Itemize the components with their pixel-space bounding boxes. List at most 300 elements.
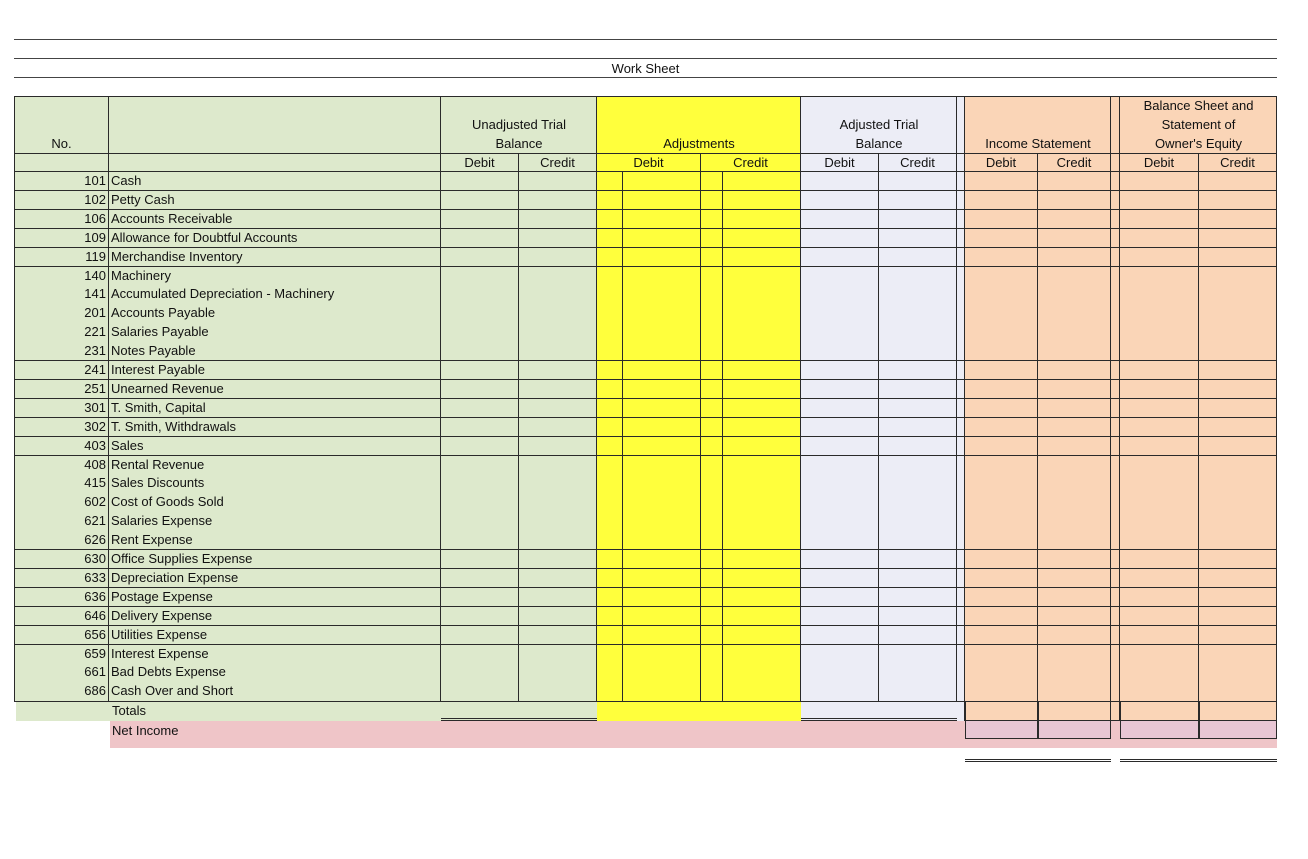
worksheet-cell — [879, 304, 957, 323]
worksheet-cell — [701, 229, 723, 248]
worksheet-cell — [441, 172, 519, 191]
worksheet-cell — [957, 531, 965, 550]
worksheet-cell — [623, 531, 701, 550]
worksheet-cell — [1038, 172, 1111, 191]
worksheet-cell — [957, 682, 965, 701]
worksheet-cell — [801, 588, 879, 607]
worksheet-cell — [701, 418, 723, 437]
worksheet-cell — [1120, 191, 1199, 210]
worksheet-cell — [801, 626, 879, 645]
account-number: 633 — [14, 569, 109, 588]
worksheet-cell — [623, 512, 701, 531]
worksheet-cell — [957, 191, 965, 210]
worksheet-cell — [1199, 493, 1277, 512]
worksheet-cell — [1038, 474, 1111, 493]
worksheet-cell — [1199, 380, 1277, 399]
worksheet-cell — [597, 304, 623, 323]
worksheet-cell — [1038, 285, 1111, 304]
worksheet-cell — [1111, 323, 1120, 342]
worksheet-cell — [1199, 210, 1277, 229]
worksheet-cell — [441, 663, 519, 682]
account-number: 231 — [14, 342, 109, 361]
worksheet-cell — [723, 474, 801, 493]
balance-debit-net-income — [1120, 721, 1199, 739]
worksheet-cell — [1120, 437, 1199, 456]
worksheet-cell — [1199, 437, 1277, 456]
balance-credit-total — [1199, 702, 1277, 721]
worksheet-cell — [1199, 663, 1277, 682]
net-income-label: Net Income — [112, 722, 179, 738]
worksheet-cell — [957, 550, 965, 569]
worksheet-cell — [1111, 569, 1120, 588]
balance-credit-header: Credit — [1199, 154, 1277, 172]
worksheet-cell — [623, 569, 701, 588]
account-number: 659 — [14, 645, 109, 664]
worksheet-cell — [441, 607, 519, 626]
worksheet-cell — [1199, 607, 1277, 626]
top-rule-3 — [14, 77, 1277, 78]
worksheet-cell — [965, 456, 1038, 475]
totals-unadjusted — [441, 702, 597, 721]
worksheet-cell — [519, 550, 597, 569]
totals-gap-1 — [957, 702, 965, 721]
worksheet-cell — [879, 569, 957, 588]
worksheet-cell — [701, 531, 723, 550]
worksheet-cell — [965, 569, 1038, 588]
worksheet-cell — [623, 607, 701, 626]
worksheet-cell — [957, 418, 965, 437]
worksheet-cell — [1038, 229, 1111, 248]
worksheet-cell — [965, 512, 1038, 531]
worksheet-cell — [801, 418, 879, 437]
worksheet-cell — [801, 342, 879, 361]
worksheet-cell — [597, 267, 623, 286]
worksheet-cell — [701, 626, 723, 645]
worksheet-cell — [441, 645, 519, 664]
worksheet-cell — [1111, 172, 1120, 191]
worksheet-cell — [701, 361, 723, 380]
worksheet-cell — [441, 285, 519, 304]
income-debit-header: Debit — [965, 154, 1038, 172]
worksheet-cell — [1111, 342, 1120, 361]
worksheet-cell — [1111, 380, 1120, 399]
adjusted-header-line-2: Balance — [855, 136, 903, 151]
worksheet-cell — [723, 399, 801, 418]
worksheet-cell — [623, 285, 701, 304]
worksheet-cell — [623, 342, 701, 361]
worksheet-cell — [1111, 682, 1120, 701]
account-number: 241 — [14, 361, 109, 380]
worksheet-cell — [623, 380, 701, 399]
worksheet-cell — [519, 437, 597, 456]
top-rule-2 — [14, 58, 1277, 59]
account-name: Machinery — [109, 267, 441, 286]
worksheet-cell — [801, 569, 879, 588]
worksheet-cell — [1120, 304, 1199, 323]
worksheet-cell — [957, 323, 965, 342]
worksheet-cell — [1111, 248, 1120, 267]
worksheet-cell — [597, 569, 623, 588]
worksheet-cell — [623, 210, 701, 229]
worksheet-cell — [957, 626, 965, 645]
account-number: 408 — [14, 456, 109, 475]
worksheet-cell — [441, 588, 519, 607]
worksheet-cell — [441, 456, 519, 475]
account-name: Bad Debts Expense — [109, 663, 441, 682]
worksheet-cell — [441, 380, 519, 399]
worksheet-cell — [723, 267, 801, 286]
worksheet-cell — [623, 304, 701, 323]
worksheet-cell — [597, 361, 623, 380]
worksheet-cell — [965, 267, 1038, 286]
worksheet-cell — [957, 474, 965, 493]
worksheet-cell — [801, 607, 879, 626]
worksheet-cell — [519, 569, 597, 588]
worksheet-cell — [879, 210, 957, 229]
account-name: Utilities Expense — [109, 626, 441, 645]
worksheet-cell — [1038, 191, 1111, 210]
worksheet-cell — [1120, 172, 1199, 191]
worksheet-cell — [597, 550, 623, 569]
worksheet-cell — [623, 323, 701, 342]
worksheet-cell — [801, 191, 879, 210]
worksheet-cell — [1199, 267, 1277, 286]
worksheet-cell — [1120, 512, 1199, 531]
worksheet-cell — [1111, 588, 1120, 607]
worksheet-cell — [1120, 456, 1199, 475]
worksheet-cell — [623, 588, 701, 607]
account-name: Unearned Revenue — [109, 380, 441, 399]
worksheet-cell — [441, 531, 519, 550]
worksheet-cell — [957, 380, 965, 399]
worksheet-cell — [623, 663, 701, 682]
worksheet-cell — [519, 267, 597, 286]
worksheet-cell — [623, 229, 701, 248]
worksheet-cell — [1111, 626, 1120, 645]
worksheet-cell — [723, 607, 801, 626]
worksheet-cell — [441, 399, 519, 418]
adjustments-header-line-1: Adjustments — [663, 136, 735, 151]
worksheet-cell — [1199, 512, 1277, 531]
balance-final-rule — [1120, 759, 1277, 762]
worksheet-cell — [597, 588, 623, 607]
account-number: 630 — [14, 550, 109, 569]
worksheet-cell — [723, 626, 801, 645]
account-number: 621 — [14, 512, 109, 531]
worksheet-cell — [1120, 229, 1199, 248]
worksheet-cell — [597, 607, 623, 626]
worksheet-cell — [597, 191, 623, 210]
worksheet-cell — [597, 456, 623, 475]
worksheet-cell — [879, 342, 957, 361]
worksheet-cell — [1038, 342, 1111, 361]
worksheet-cell — [623, 172, 701, 191]
worksheet-cell — [441, 342, 519, 361]
worksheet-cell — [1120, 380, 1199, 399]
worksheet-cell — [623, 361, 701, 380]
worksheet-cell — [801, 248, 879, 267]
worksheet-cell — [1111, 512, 1120, 531]
worksheet-cell — [965, 285, 1038, 304]
account-name: T. Smith, Withdrawals — [109, 418, 441, 437]
worksheet-cell — [1120, 663, 1199, 682]
worksheet-cell — [701, 550, 723, 569]
worksheet-cell — [879, 380, 957, 399]
income-credit-header: Credit — [1038, 154, 1111, 172]
worksheet-cell — [1111, 645, 1120, 664]
worksheet-cell — [965, 248, 1038, 267]
worksheet-cell — [701, 607, 723, 626]
worksheet-cell — [597, 437, 623, 456]
worksheet-cell — [1199, 172, 1277, 191]
worksheet-cell — [1111, 229, 1120, 248]
worksheet-cell — [519, 399, 597, 418]
worksheet-cell — [965, 645, 1038, 664]
worksheet-cell — [723, 210, 801, 229]
worksheet-cell — [801, 361, 879, 380]
worksheet-cell — [957, 607, 965, 626]
worksheet-cell — [801, 437, 879, 456]
worksheet-cell — [801, 474, 879, 493]
worksheet-cell — [879, 531, 957, 550]
worksheet-cell — [597, 626, 623, 645]
worksheet-cell — [1120, 645, 1199, 664]
worksheet-cell — [801, 645, 879, 664]
worksheet-cell — [1199, 229, 1277, 248]
worksheet-cell — [957, 588, 965, 607]
worksheet-cell — [1199, 191, 1277, 210]
account-number: 302 — [14, 418, 109, 437]
worksheet-cell — [965, 588, 1038, 607]
worksheet-cell — [723, 380, 801, 399]
worksheet-cell — [723, 682, 801, 701]
worksheet-cell — [597, 531, 623, 550]
worksheet-cell — [879, 323, 957, 342]
worksheet-cell — [801, 550, 879, 569]
account-name: Merchandise Inventory — [109, 248, 441, 267]
worksheet-cell — [723, 172, 801, 191]
worksheet-cell — [597, 229, 623, 248]
account-name: Office Supplies Expense — [109, 550, 441, 569]
worksheet-cell — [623, 437, 701, 456]
worksheet-cell — [1199, 456, 1277, 475]
worksheet-cell — [1199, 361, 1277, 380]
worksheet-cell — [623, 456, 701, 475]
worksheet-cell — [519, 645, 597, 664]
worksheet-cell — [519, 285, 597, 304]
worksheet-cell — [879, 172, 957, 191]
account-number: 109 — [14, 229, 109, 248]
worksheet-cell — [723, 531, 801, 550]
worksheet-cell — [1120, 569, 1199, 588]
worksheet-cell — [701, 437, 723, 456]
balance-debit-header: Debit — [1120, 154, 1199, 172]
worksheet-cell — [597, 172, 623, 191]
worksheet-cell — [623, 493, 701, 512]
worksheet-cell — [1038, 437, 1111, 456]
worksheet-cell — [519, 588, 597, 607]
worksheet-cell — [519, 456, 597, 475]
worksheet-cell — [1038, 304, 1111, 323]
account-name: Interest Expense — [109, 645, 441, 664]
account-name: Interest Payable — [109, 361, 441, 380]
worksheet-cell — [1038, 607, 1111, 626]
account-name: Salaries Payable — [109, 323, 441, 342]
worksheet-cell — [879, 588, 957, 607]
worksheet-cell — [701, 663, 723, 682]
worksheet-cell — [1120, 399, 1199, 418]
adjustments-credit-header: Credit — [701, 154, 801, 172]
account-name: Postage Expense — [109, 588, 441, 607]
worksheet-cell — [441, 323, 519, 342]
worksheet-cell — [957, 304, 965, 323]
account-number: 646 — [14, 607, 109, 626]
header-gap-1 — [957, 96, 965, 154]
income-debit-net-income — [965, 721, 1038, 739]
worksheet-cell — [623, 267, 701, 286]
worksheet-cell — [441, 267, 519, 286]
worksheet-cell — [957, 172, 965, 191]
worksheet-cell — [879, 663, 957, 682]
worksheet-cell — [1038, 323, 1111, 342]
worksheet-cell — [519, 626, 597, 645]
worksheet-cell — [623, 248, 701, 267]
worksheet-cell — [701, 172, 723, 191]
worksheet-cell — [1038, 418, 1111, 437]
worksheet-cell — [1111, 437, 1120, 456]
worksheet-cell — [623, 399, 701, 418]
worksheet-cell — [1120, 474, 1199, 493]
worksheet-cell — [519, 512, 597, 531]
worksheet-cell — [1038, 569, 1111, 588]
worksheet-cell — [1038, 361, 1111, 380]
account-number: 661 — [14, 663, 109, 682]
account-number: 403 — [14, 437, 109, 456]
worksheet-cell — [1120, 248, 1199, 267]
worksheet-cell — [623, 191, 701, 210]
worksheet-cell — [1038, 399, 1111, 418]
worksheet-cell — [441, 210, 519, 229]
worksheet-cell — [723, 285, 801, 304]
worksheet-cell — [879, 267, 957, 286]
account-name: Cost of Goods Sold — [109, 493, 441, 512]
worksheet-cell — [879, 418, 957, 437]
worksheet-cell — [1111, 399, 1120, 418]
worksheet-cell — [879, 229, 957, 248]
worksheet-cell — [701, 399, 723, 418]
worksheet-cell — [957, 361, 965, 380]
worksheet-cell — [701, 285, 723, 304]
worksheet-cell — [1111, 191, 1120, 210]
worksheet-cell — [801, 172, 879, 191]
worksheet-cell — [623, 474, 701, 493]
worksheet-cell — [1120, 267, 1199, 286]
worksheet-cell — [441, 569, 519, 588]
worksheet-cell — [1111, 285, 1120, 304]
worksheet-cell — [1111, 304, 1120, 323]
worksheet-cell — [965, 361, 1038, 380]
worksheet-cell — [965, 550, 1038, 569]
worksheet-cell — [1199, 474, 1277, 493]
worksheet-cell — [965, 229, 1038, 248]
account-name: Rent Expense — [109, 531, 441, 550]
worksheet-cell — [1111, 474, 1120, 493]
worksheet-cell — [1199, 248, 1277, 267]
worksheet-cell — [1111, 607, 1120, 626]
totals-adjusted — [801, 702, 957, 721]
worksheet-cell — [965, 191, 1038, 210]
worksheet-cell — [957, 267, 965, 286]
worksheet-cell — [701, 569, 723, 588]
worksheet-cell — [723, 456, 801, 475]
worksheet-cell — [801, 682, 879, 701]
worksheet-cell — [723, 663, 801, 682]
worksheet-cell — [597, 399, 623, 418]
worksheet-cell — [879, 645, 957, 664]
unadjusted-header-line-2: Balance — [495, 136, 543, 151]
subheader-no — [14, 154, 109, 172]
worksheet-cell — [1199, 342, 1277, 361]
worksheet-cell — [597, 248, 623, 267]
worksheet-cell — [1038, 456, 1111, 475]
worksheet-cell — [1111, 531, 1120, 550]
worksheet-cell — [597, 474, 623, 493]
account-name: Sales — [109, 437, 441, 456]
worksheet-cell — [441, 418, 519, 437]
worksheet-cell — [701, 210, 723, 229]
worksheet-cell — [701, 682, 723, 701]
account-name: Accounts Receivable — [109, 210, 441, 229]
worksheet-cell — [965, 437, 1038, 456]
worksheet-cell — [701, 456, 723, 475]
worksheet-cell — [701, 267, 723, 286]
worksheet-cell — [1120, 531, 1199, 550]
worksheet-cell — [801, 285, 879, 304]
worksheet-cell — [441, 682, 519, 701]
worksheet-cell — [1199, 626, 1277, 645]
worksheet-cell — [879, 607, 957, 626]
worksheet-cell — [723, 569, 801, 588]
worksheet-cell — [965, 663, 1038, 682]
worksheet-cell — [519, 323, 597, 342]
worksheet-cell — [957, 248, 965, 267]
income-debit-total — [965, 702, 1038, 721]
worksheet-cell — [623, 645, 701, 664]
account-number: 415 — [14, 474, 109, 493]
balance-sheet-header-line-2: Statement of — [1161, 117, 1236, 132]
account-name: Cash Over and Short — [109, 682, 441, 701]
worksheet-cell — [1199, 645, 1277, 664]
worksheet-cell — [519, 304, 597, 323]
worksheet-cell — [879, 191, 957, 210]
worksheet-cell — [957, 493, 965, 512]
worksheet-cell — [597, 323, 623, 342]
worksheet-cell — [701, 248, 723, 267]
worksheet-cell — [723, 588, 801, 607]
worksheet-cell — [801, 380, 879, 399]
worksheet-cell — [801, 512, 879, 531]
worksheet-cell — [965, 474, 1038, 493]
worksheet-cell — [957, 456, 965, 475]
balance-sheet-header-line-1: Balance Sheet and — [1143, 98, 1254, 113]
worksheet-cell — [1038, 531, 1111, 550]
totals-row-left — [16, 702, 441, 721]
worksheet-cell — [441, 248, 519, 267]
account-number: 201 — [14, 304, 109, 323]
worksheet-cell — [879, 285, 957, 304]
worksheet-cell — [723, 418, 801, 437]
worksheet-cell — [1120, 418, 1199, 437]
